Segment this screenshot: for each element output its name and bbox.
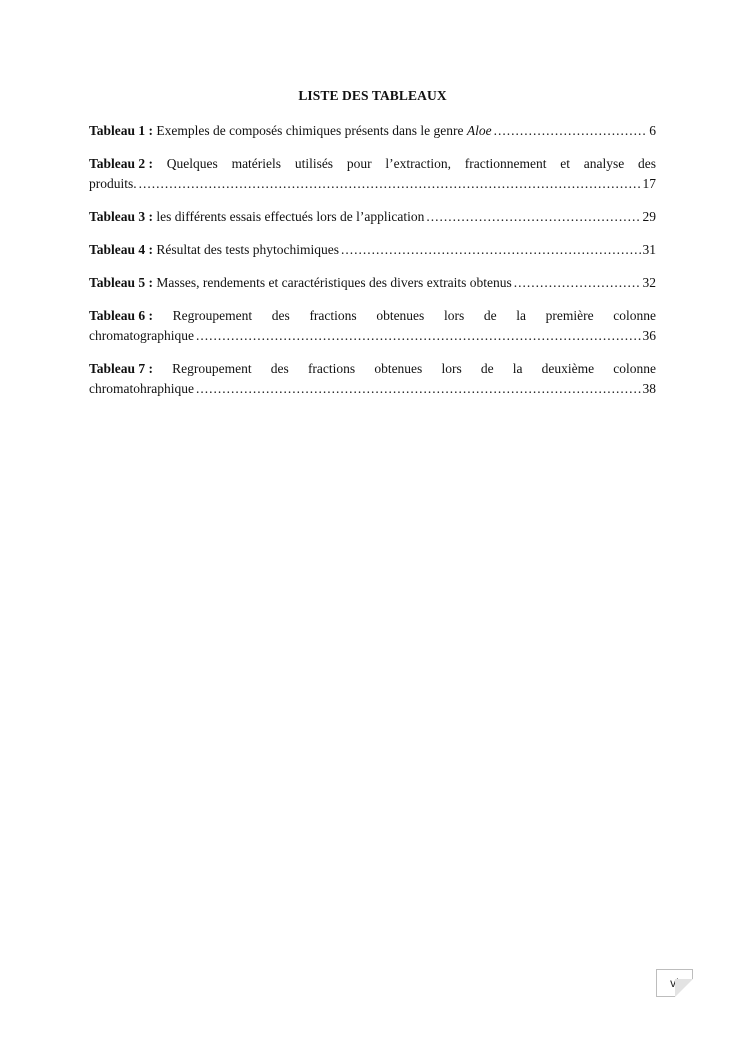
entry-word: des bbox=[270, 361, 289, 376]
page-number-badge bbox=[656, 969, 693, 997]
entry-word: pour bbox=[346, 156, 372, 171]
entry-label-word: Tableau 6 : bbox=[89, 308, 154, 323]
entry-word: matériels bbox=[231, 156, 282, 171]
entry-page-number: 32 bbox=[642, 275, 656, 290]
entry-page-number: 6 bbox=[649, 123, 656, 138]
toc-entry-tableau-6[interactable] bbox=[89, 306, 656, 346]
entry-word: Regroupement bbox=[172, 361, 252, 376]
entry-label: Tableau 1 : bbox=[89, 123, 154, 138]
toc-entry-tableau-2[interactable] bbox=[89, 154, 656, 194]
entry-word: des bbox=[637, 156, 656, 171]
toc-entry-tableau-4[interactable] bbox=[89, 240, 656, 260]
entry-word: colonne bbox=[613, 361, 656, 376]
entry-text: Exemples de composés chimiques présents dans le genre bbox=[156, 123, 467, 138]
entry-label-word: Tableau 7 : bbox=[89, 361, 154, 376]
entry-word: colonne bbox=[613, 308, 656, 323]
entry-word: fractionnement bbox=[464, 156, 547, 171]
toc-entry-tableau-3[interactable] bbox=[89, 207, 656, 227]
entry-text: les différents essais effectués lors de l’application bbox=[156, 209, 425, 224]
list-of-tables bbox=[89, 121, 656, 412]
entry-word: lors bbox=[443, 308, 465, 323]
entry-label: Tableau 4 : bbox=[89, 242, 154, 257]
entry-italic-text: Aloe bbox=[466, 123, 492, 138]
entry-word: analyse bbox=[583, 156, 625, 171]
entry-word: des bbox=[271, 308, 290, 323]
entry-first-line bbox=[89, 154, 656, 174]
entry-text-continued: chromatohraphique bbox=[89, 381, 194, 396]
toc-entry-tableau-1[interactable] bbox=[89, 121, 656, 141]
entry-page-number: 31 bbox=[642, 242, 656, 257]
entry-label: Tableau 5 : bbox=[89, 275, 154, 290]
toc-entry-tableau-5[interactable] bbox=[89, 273, 656, 293]
entry-word: lors bbox=[441, 361, 462, 376]
page-title: LISTE DES TABLEAUX bbox=[298, 88, 447, 103]
entry-word: et bbox=[560, 156, 570, 171]
entry-label-word: Tableau 2 : bbox=[89, 156, 154, 171]
dot-leader bbox=[139, 174, 641, 194]
entry-word: l’extraction, bbox=[385, 156, 451, 171]
entry-page-number: 36 bbox=[642, 328, 656, 343]
entry-text-continued: chromatographique bbox=[89, 328, 194, 343]
entry-word: Regroupement bbox=[172, 308, 253, 323]
entry-word: obtenues bbox=[376, 308, 425, 323]
entry-label: Tableau 3 : bbox=[89, 209, 154, 224]
entry-text: Masses, rendements et caractéristiques des divers extraits obtenus bbox=[156, 275, 512, 290]
entry-page-number: 29 bbox=[642, 209, 656, 224]
entry-word: deuxième bbox=[541, 361, 595, 376]
entry-page-number: 17 bbox=[642, 176, 656, 191]
dot-leader bbox=[514, 273, 641, 293]
entry-text: Résultat des tests phytochimiques bbox=[156, 242, 340, 257]
entry-word: la bbox=[516, 308, 526, 323]
entry-first-line bbox=[89, 306, 656, 326]
entry-page-number: 38 bbox=[642, 381, 656, 396]
entry-word: fractions bbox=[307, 361, 356, 376]
toc-entry-tableau-7[interactable] bbox=[89, 359, 656, 399]
entry-word: utilisés bbox=[294, 156, 334, 171]
entry-word: fractions bbox=[309, 308, 357, 323]
dot-leader bbox=[196, 326, 641, 346]
dot-leader bbox=[494, 121, 648, 141]
entry-word: de bbox=[480, 361, 494, 376]
entry-word: Quelques bbox=[166, 156, 218, 171]
entry-word: obtenues bbox=[374, 361, 423, 376]
page-number: vi bbox=[670, 976, 679, 990]
dot-leader bbox=[426, 207, 640, 227]
entry-word: de bbox=[483, 308, 497, 323]
entry-word: la bbox=[512, 361, 523, 376]
entry-text-continued: produits. bbox=[89, 176, 137, 191]
entry-first-line bbox=[89, 359, 656, 379]
dot-leader bbox=[196, 379, 641, 399]
dot-leader bbox=[341, 240, 640, 260]
entry-word: première bbox=[545, 308, 594, 323]
